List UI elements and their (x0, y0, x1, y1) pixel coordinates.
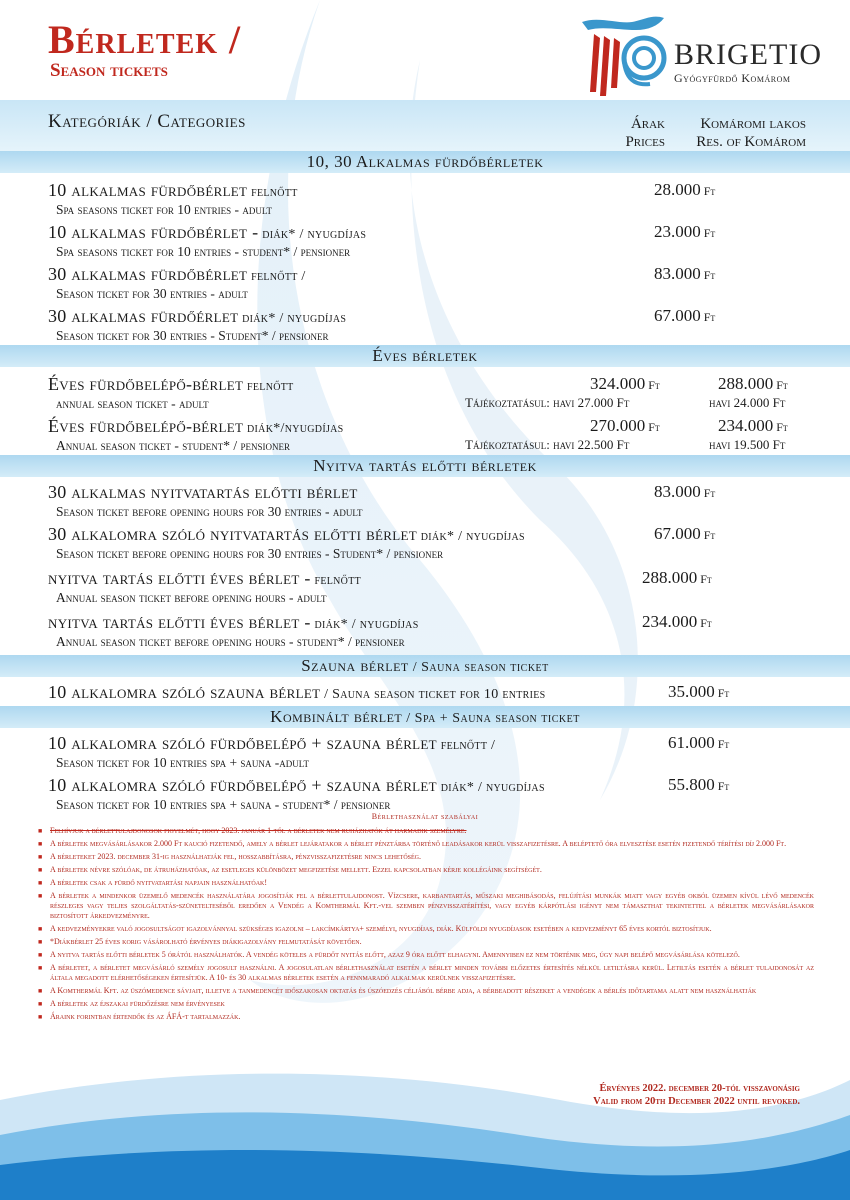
price-currency: Ft (645, 378, 660, 392)
section-subtitle: / Spa + Sauna season ticket (402, 711, 580, 726)
ticket-name: 10 alkalomra szóló fürdőbelépő + szauna bérlet (48, 775, 437, 795)
price-value: 55.800 (668, 775, 715, 794)
resident-price (718, 416, 788, 436)
section-title: 10, 30 Alkalmas fürdőbérletek (306, 152, 544, 171)
price-value: 288.000 (642, 568, 698, 587)
page-subtitle: Season tickets (50, 60, 168, 81)
price-currency: Ft (700, 528, 716, 542)
ticket-name: Éves fürdőbelépő-bérlet (48, 416, 244, 436)
ticket-name: 30 alkalmas nyitvatartás előtti bérlet (48, 482, 358, 502)
price-value: 35.000 (668, 682, 715, 701)
rules-list (38, 826, 814, 1025)
prices-column-header (590, 115, 665, 151)
ticket-type: diák* / nyugdíjas (416, 529, 525, 544)
ticket-type: diák*/nyugdíjas (243, 421, 344, 436)
section-subtitle: / Sauna season ticket (408, 660, 549, 675)
price-currency: Ft (697, 616, 712, 630)
price-value: 23.000 (654, 222, 701, 241)
brand-name: BRIGETIO (674, 38, 822, 71)
brigetio-logo (578, 12, 828, 102)
ticket-type: diák* / nyugdíjas (258, 227, 367, 242)
rules-title: Bérlethasználat szabályai (371, 812, 479, 821)
ticket-description: Season ticket for 30 entries - adult (56, 286, 248, 301)
rule-item: ■ Felhívjuk a bérlettulajdonosok figyelmét, hogy 2023. január 1-től a bérletek nem ruházhatók át harmadik személyre. (38, 826, 814, 836)
price-value: 83.000 (654, 482, 701, 501)
ticket-name: 10 alkalmas fürdőbérlet - (48, 222, 259, 242)
ticket-description: annual season ticket - adult (56, 396, 209, 411)
resident-column-header (670, 115, 806, 151)
validity-note (520, 1082, 800, 1108)
price-value: 234.000 (718, 416, 774, 435)
ticket-type: felnőtt (310, 573, 362, 588)
ticket-price (654, 264, 715, 284)
page-title: Bérletek / (48, 17, 242, 62)
rule-item: ■ *Diákbérlet 25 éves korig vásárolható érvényes diákigazolvány felmutatását követően. (38, 937, 814, 947)
price-value: 288.000 (718, 374, 774, 393)
prices-label-en: Prices (625, 134, 665, 150)
ticket-type: felnőtt (247, 185, 298, 200)
section-header-before-opening (0, 455, 850, 477)
price-currency: Ft (700, 486, 716, 500)
price-value: 324.000 (590, 374, 646, 393)
price-currency: Ft (700, 268, 716, 282)
rule-item: ■ A bérletek megvásárlásakor 2.000 Ft kaució fizetendő, amely a bérlet lejáratakor a bérlet pénztárba történő leadásakor kerül visszafizetésre. A beléptető óra elvesztése esetén fizetendő térítési díj 2.000 Ft. (38, 839, 814, 849)
categories-title: Kategóriák / Categories (48, 111, 246, 132)
ticket-type: felnőtt / (436, 738, 496, 753)
section-title: Szauna bérlet (301, 656, 409, 675)
price-value: 61.000 (668, 733, 715, 752)
ticket-name: Éves fürdőbelépő-bérlet (48, 374, 244, 394)
price-currency: Ft (714, 737, 730, 751)
price-value: 67.000 (654, 524, 701, 543)
ticket-price (654, 180, 715, 200)
price-currency: Ft (700, 184, 716, 198)
ticket-row (48, 374, 808, 414)
ticket-type: / Sauna season ticket for 10 entries (320, 687, 546, 702)
resident-label-hu: Komáromi lakos (700, 116, 806, 132)
section-title: Éves bérletek (372, 346, 478, 365)
ticket-description: Season ticket for 30 entries - Student* / pensioner (56, 328, 329, 343)
ticket-type: diák* / nyugdíjas (310, 617, 419, 632)
ticket-description: Season ticket for 10 entries spa + sauna - student* / pensioner (56, 797, 391, 812)
ticket-description: Annual season ticket before opening hours - adult (56, 590, 327, 605)
ticket-name: 30 alkalmas fürdőérlet (48, 306, 239, 326)
price-value: 270.000 (590, 416, 646, 435)
rule-item: ■ A bérletek a mindenkor üzemelő medencék használatára jogosítják fel a bérlettulajdonost. Vízcsere, karbantartás, műszaki meghibásodás, felújítási munkák miatt vagy egyéb okból üzemen kívül lévő medencék részleges vagy teljes szolgáltatás-szünetelteséből eredően a Vendég a Komthermál Kft.-vel szemben pénzvisszatérítési, vagy egyéb kárpótlási igényt nem támaszthat tekintettel a bérletek megvásárlásakor biztosított árkedvezményre. (38, 891, 814, 921)
price-value: 28.000 (654, 180, 701, 199)
price-currency: Ft (773, 420, 788, 434)
section-header-10-30 (0, 151, 850, 173)
price-currency: Ft (773, 378, 788, 392)
ticket-description: Spa seasons ticket for 10 entries - adult (56, 202, 272, 217)
ticket-price (668, 775, 729, 795)
validity-hu: Érvényes 2022. december 20-tól visszavonásig (599, 1083, 800, 1094)
ticket-name: nyitva tartás előtti éves bérlet - (48, 612, 311, 632)
ticket-price (654, 222, 715, 242)
price-currency: Ft (697, 572, 712, 586)
price-value: 234.000 (642, 612, 698, 631)
ticket-name: nyitva tartás előtti éves bérlet - (48, 568, 311, 588)
price-currency: Ft (645, 420, 660, 434)
ticket-type: felnőtt / (247, 269, 306, 284)
ticket-type: felnőtt (243, 379, 294, 394)
ticket-type: diák* / nyugdíjas (436, 780, 545, 795)
ticket-name: 10 alkalomra szóló szauna bérlet (48, 682, 321, 702)
ticket-name: 10 alkalomra szóló fürdőbelépő + szauna bérlet (48, 733, 437, 753)
ticket-price (668, 733, 729, 753)
section-title: Kombinált bérlet (270, 707, 403, 726)
ticket-description: Season ticket before opening hours for 30 entries - adult (56, 504, 363, 519)
monthly-price-note: Tájékoztatásul: havi 22.500 Ft (465, 437, 630, 452)
ticket-description: Annual season ticket - student* / pensioner (56, 438, 290, 453)
rule-item: ■ A Komthermál Kft. az üszómedence sávjait, illetve a tanmedencét időszakosan oktatás és úszóedzés céljából bérbe adja, a bérbeadott részeket a vendégek a bérlés időtartama alatt nem használhatják (38, 986, 814, 996)
ticket-type: diák* / nyugdíjas (238, 311, 347, 326)
section-header-annual (0, 345, 850, 367)
ticket-price (590, 374, 660, 394)
rule-item: ■ A bérletek csak a fürdő nyitvatartási napjain használhatóak! (38, 878, 814, 888)
ticket-name: 10 alkalmas fürdőbérlet (48, 180, 248, 200)
ticket-name: 30 alkalomra szóló nyitvatartás előtti bérlet (48, 524, 417, 544)
brand-subtitle: Gyógyfürdő Komárom (674, 71, 791, 85)
page-title-block (48, 17, 242, 82)
ticket-row (48, 416, 808, 456)
rule-item: ■ A kedvezményekre való jogosultságot igazolvánnyal szükséges igazolni – lakcímkártya+ személyi, nyugdíjas, diák. Külföldi nyugdíjasok esetében a kedvezményt 65 éves kortól biztosítjuk. (38, 924, 814, 934)
rule-item: ■ Áraink forintban értendők és az ÁFÁ-t tartalmazzák. (38, 1012, 814, 1022)
rule-item: ■ A nyitva tartás előtti bérletek 5 órától használhatók. A vendég köteles a fürdőt nyitás előtt, azaz 9 óra előtt elhagyni. Amennyiben ez nem történik meg, úgy napi belépő megvásárlása kötelező. (38, 950, 814, 960)
rule-item: ■ A bérletek névre szólóak, de átruházhatóak, az esetleges különbözet megfizetése mellett. Ezzel kapcsolatban kérje kollégáink segítségét. (38, 865, 814, 875)
price-currency: Ft (700, 226, 716, 240)
ticket-price (642, 612, 712, 632)
rule-item: ■ A bérleteket 2023. december 31-ig használhatják fel, hosszabbításra, pénzvisszafizetésre nincs lehetőség. (38, 852, 814, 862)
section-header-sauna (0, 655, 850, 677)
ticket-price (668, 682, 729, 702)
ticket-name: 30 alkalmas fürdőbérlet (48, 264, 248, 284)
logo-emblem-icon (578, 12, 670, 102)
price-value: 83.000 (654, 264, 701, 283)
resident-price (718, 374, 788, 394)
validity-en: Valid from 20th December 2022 until revoked. (593, 1096, 800, 1107)
price-value: 67.000 (654, 306, 701, 325)
ticket-price (654, 306, 715, 326)
resident-label-en: Res. of Komárom (696, 134, 806, 150)
price-currency: Ft (700, 310, 716, 324)
prices-label-hu: Árak (630, 116, 665, 132)
ticket-price (654, 524, 715, 544)
monthly-price-note: Tájékoztatásul: havi 27.000 Ft (465, 395, 630, 410)
ticket-description: Season ticket for 10 entries spa + sauna -adult (56, 755, 309, 770)
resident-monthly-note: havi 24.000 Ft (709, 395, 786, 410)
ticket-description: Season ticket before opening hours for 30 entries - Student* / pensioner (56, 546, 444, 561)
resident-monthly-note: havi 19.500 Ft (709, 437, 786, 452)
ticket-description: Spa seasons ticket for 10 entries - student* / pensioner (56, 244, 351, 259)
rule-item: ■ A bérletet, a bérletet megvásárló személy jogosult használni. A jogosulatlan bérlethasználat esetén a bérlet minden további előzetes értesítés nélkül letiltásra kerül. Letiltás esetén a bérlet tulajdonosát az általa megadott elérhetőségeken értesítjük. A 10- és 30 alkalmas bérletek esetén a fennmaradó alkalmak kerülnek visszafizetésre. (38, 963, 814, 983)
price-currency: Ft (714, 686, 730, 700)
ticket-price (642, 568, 712, 588)
ticket-description: Annual season ticket before opening hours - student* / pensioner (56, 634, 405, 649)
section-header-combined (0, 706, 850, 728)
section-title: Nyitva tartás előtti bérletek (313, 456, 537, 475)
price-currency: Ft (714, 779, 730, 793)
rule-item: ■ A bérletek az éjszakai fürdőzésre nem érvényesek (38, 999, 814, 1009)
ticket-price (590, 416, 660, 436)
ticket-price (654, 482, 715, 502)
